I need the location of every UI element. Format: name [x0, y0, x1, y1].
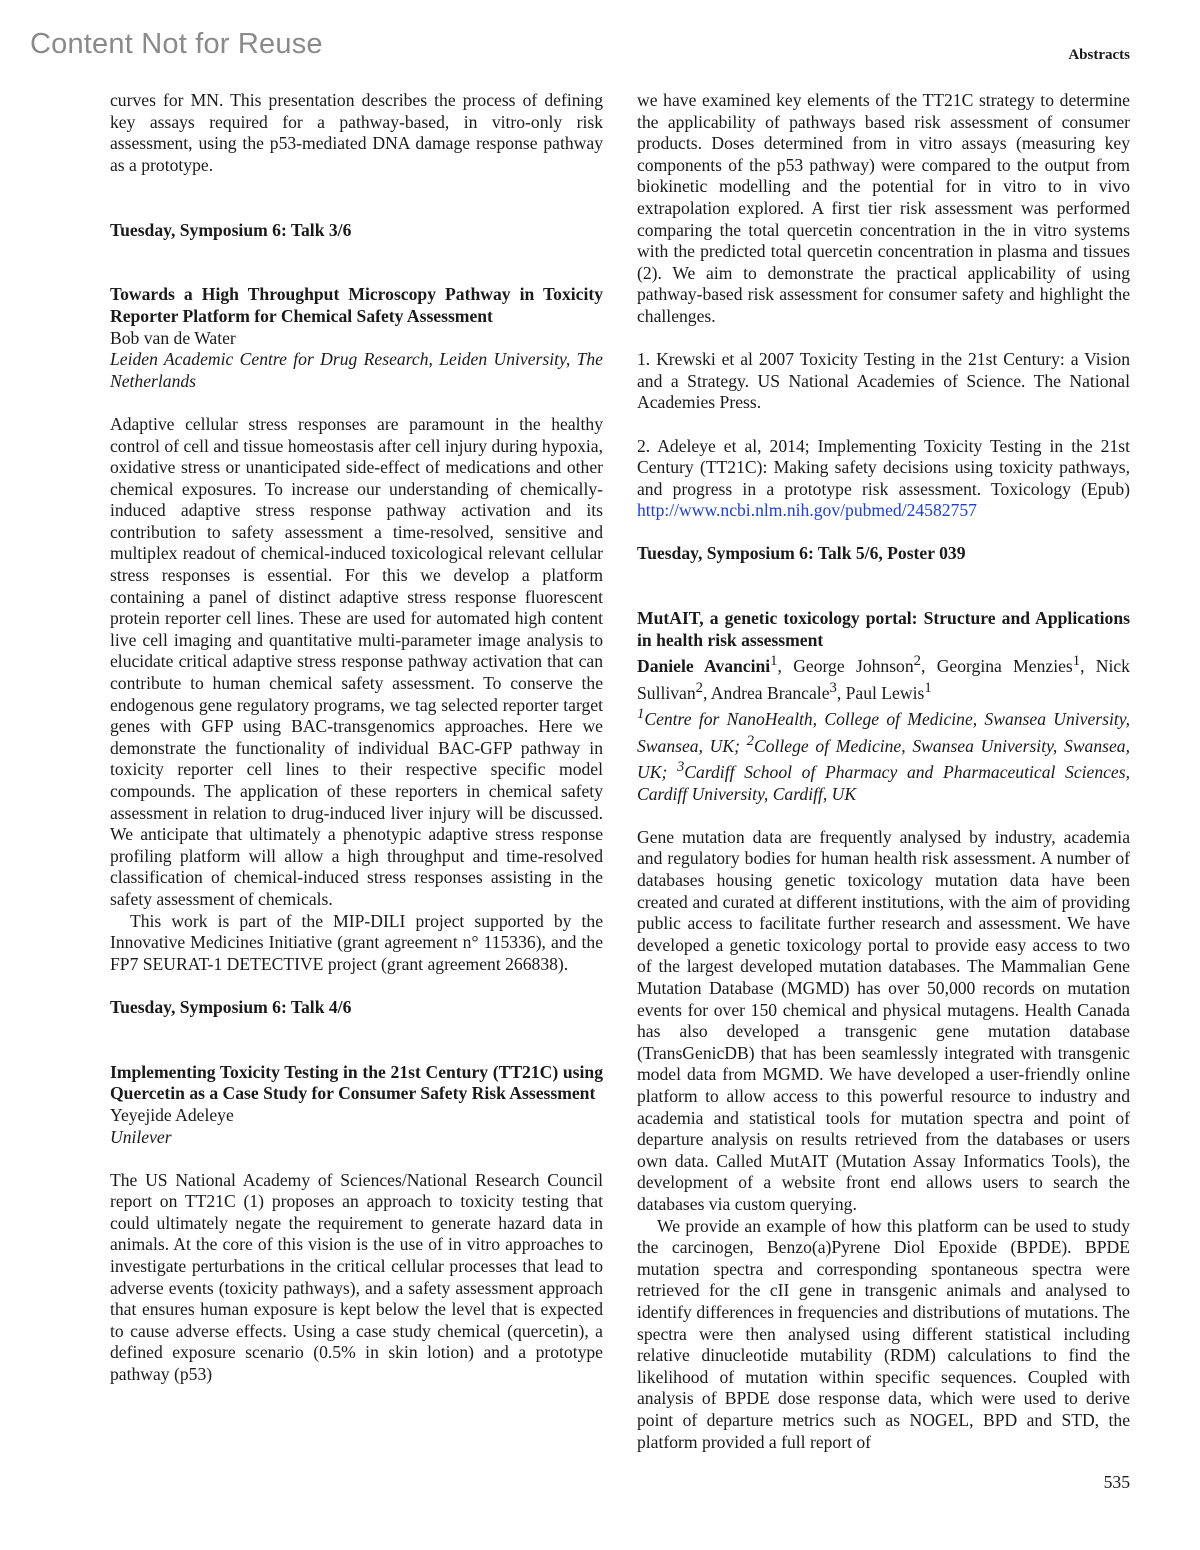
talk4-continued-text: we have examined key elements of the TT21C strategy to determine the applicability of pathways based risk assessment of consumer products. Doses determined from in vitro assays (measuring key components of the p53 pathway) were compared to the output from biokinetic modelling and the potential for in vitro to in vivo extrapolation explored. A first tier risk assessment was performed comparing the total quercetin concentration in the in vitro systems with the predicted total quercetin concentration in plasma and tissues (2). We aim to demonstrate the practical applicability of using pathway-based risk assessment for consumer safety and highlight the challenges. — [637, 90, 1130, 326]
affil1: Centre for NanoHealth, College of Medicine, Swansea University, Swansea, UK; — [637, 709, 1130, 756]
talk5-author-2: , George Johnson — [777, 656, 914, 677]
reference-2 — [637, 436, 1130, 522]
talk5-author-6: , Paul Lewis — [836, 682, 925, 703]
talk3-author: Bob van de Water — [110, 327, 236, 348]
talk5-abstract-body-2: We provide an example of how this platform can be used to study the carcinogen, Benzo(a)Pyrene Diol Epoxide (BPDE). BPDE mutation spectra and corresponding spontaneous spectra were retrieved for the cII gene in transgenic animals and analysed to identify differences in frequencies and distributions of mutations. The spectra were then analysed using different statistical including relative dinucleotide mutability (RDM) calculations to find the likelihood of mutation within specific sequences. Coupled with analysis of BPDE dose response data, which were used to derive point of departure metrics such as NOGEL, BPD and STD, the platform provided a full report of — [637, 1215, 1130, 1452]
watermark-text: Content Not for Reuse — [30, 28, 323, 60]
talk5-title: MutAIT, a genetic toxicology portal: Structure and Applications in health risk assessment — [637, 608, 1130, 650]
affil3-sup: 3 — [676, 759, 685, 776]
talk5-author-6-sup: 1 — [924, 679, 932, 696]
talk5-abstract-body-1: Gene mutation data are frequently analysed by industry, academia and regulatory bodies for human health risk assessment. A number of databases housing genetic toxicology mutation data have been created and curated at different institutions, with the aim of providing public access to facilitate further research and assessment. We have developed a genetic toxicology portal to provide easy access to two of the largest developed mutation databases. The Mammalian Gene Mutation Database (MGMD) has over 50,000 records on mutation events for over 150 chemical and physical mutagens. Health Canada has also developed a transgenic gene mutation database (TransGenicDB) that has been seamlessly integrated with transgenic model data from MGMD. We have developed a user-friendly online platform to allow access to this powerful resource to industry and academia and statistical tools for mutation spectra and point of departure analysis on results retrieved from the databases or users own data. Called MutAIT (Mutation Assay Informatics Tools), the development of a website front end allows users to search the databases via custom querying. — [637, 826, 1130, 1214]
intro-continued-text: curves for MN. This presentation describes the process of defining key assays required for a pathway-based, in vitro-only risk assessment, using the p53-mediated DNA damage response pathway as a prototype. — [110, 90, 603, 175]
talk4-title: Implementing Toxicity Testing in the 21st Century (TT21C) using Quercetin as a Case Study for Consumer Safety Risk Assessment — [110, 1061, 603, 1104]
talk4-abstract-body: The US National Academy of Sciences/National Research Council report on TT21C (1) proposes an approach to toxicity testing that could ultimately negate the requirement to generate hazard data in animals. At the core of this vision is the use of in vitro approaches to investigate perturbations in the critical cellular processes that lead to adverse events (toxicity pathways), and a safety assessment approach that ensures human exposure is kept below the level that is expected to cause adverse effects. Using a case study chemical (quercetin), a defined exposure scenario (0.5% in skin lotion) and a prototype pathway (p53) — [110, 1169, 603, 1385]
affil2: College of Medicine, Swansea University, Swansea, UK; — [637, 735, 1130, 783]
talk3-heading: Tuesday, Symposium 6: Talk 3/6 — [110, 219, 352, 240]
talk5-author-2-sup: 2 — [913, 653, 921, 670]
talk5-author-3-sup: 1 — [1072, 653, 1081, 670]
talk3-title: Towards a High Throughput Microscopy Pathway in Toxicity Reporter Platform for Chemical Safety Assessment — [110, 284, 603, 326]
affil2-sup: 2 — [746, 732, 754, 749]
affil1-sup: 1 — [637, 706, 645, 723]
talk4-heading: Tuesday, Symposium 6: Talk 4/6 — [110, 996, 352, 1017]
talk3-funding: This work is part of the MIP-DILI project supported by the Innovative Medicines Initiative (grant agreement n° 115336), and the FP7 SEURAT-1 DETECTIVE project (grant agreement 266838). — [110, 910, 603, 974]
talk5-author-5-sup: 3 — [829, 679, 837, 696]
talk5-heading: Tuesday, Symposium 6: Talk 5/6, Poster 039 — [637, 543, 966, 564]
reference-2-link[interactable]: http://www.ncbi.nlm.nih.gov/pubmed/24582757 — [637, 500, 977, 521]
talk5-lead-author: Daniele Avancini — [637, 656, 771, 677]
talk5-author-4-sup: 2 — [695, 679, 703, 696]
right-column — [637, 90, 1130, 1453]
talk5-author-5: , Andrea Brancale — [702, 682, 830, 703]
talk3-abstract-body: Adaptive cellular stress responses are paramount in the healthy control of cell and tissue homeostasis after cell injury during hypoxia, oxidative stress or unanticipated side-effect of medications and other chemical exposures. To increase our understanding of chemically-induced adaptive stress response pathway activation and its contribution to safety assessment a time-resolved, sensitive and multiplex readout of chemical-induced toxicological relevant cellular stress responses is essential. For this we develop a platform containing a panel of distinct adaptive stress response fluorescent protein reporter cell lines. These are used for automated high content live cell imaging and quantitative multi-parameter image analysis to elucidate critical adaptive stress response pathway activation that can contribute to human chemical safety assessment. To conserve the endogenous gene regulatory programs, we tag selected reporter target genes with GFP using BAC-transgenomics approaches. Here we demonstrate the functionality of individual BAC-GFP pathway in toxicity reporter cell lines to their respective specific model compounds. The application of these reporters in chemical safety assessment in relation to drug-induced liver injury will be discussed. We anticipate that ultimately a phenotypic adaptive stress response profiling platform will allow a high throughput and time-resolved classification of chemical-induced stress responses assisting in the safety assessment of chemicals. — [110, 413, 603, 909]
reference-2-text: 2. Adeleye et al, 2014; Implementing Toxicity Testing in the 21st Century (TT21C): Making safety decisions using toxicity pathways, and progress in a prototype risk assessment. Toxicology (Epub) — [637, 435, 1130, 499]
running-head: Abstracts — [1068, 47, 1130, 63]
affil3: Cardiff School of Pharmacy and Pharmaceutical Sciences, Cardiff University, Cardiff, UK — [637, 762, 1130, 804]
talk3-affiliation: Leiden Academic Centre for Drug Research, Leiden University, The Netherlands — [110, 349, 603, 391]
talk5-affiliations — [637, 704, 1130, 805]
talk4-affiliation: Unilever — [110, 1126, 172, 1147]
left-column — [110, 90, 603, 1386]
talk5-author-3: , Georgina Menzies — [920, 656, 1073, 677]
talk5-lead-author-sup: 1 — [770, 653, 778, 670]
talk4-author: Yeyejide Adeleye — [110, 1104, 234, 1125]
reference-1: 1. Krewski et al 2007 Toxicity Testing in the 21st Century: a Vision and a Strategy. US National Academies of Science. The National Academies Press. — [637, 349, 1130, 413]
talk5-authors — [637, 651, 1130, 704]
talk5-author-4: , Nick Sullivan — [637, 656, 1130, 703]
page-number: 535 — [1103, 1472, 1130, 1492]
